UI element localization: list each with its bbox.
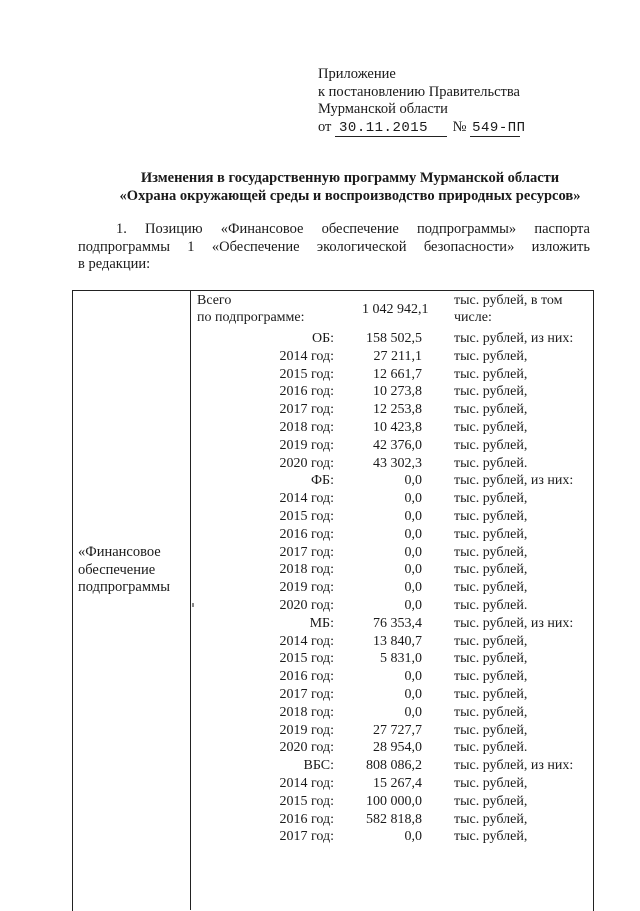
row-unit: тыс. рублей,	[454, 544, 528, 560]
row-label: 2017 год:	[279, 829, 334, 845]
row-unit: тыс. рублей,	[454, 384, 528, 400]
row-label: 2020 год:	[279, 455, 334, 471]
row-label: 2019 год:	[279, 437, 334, 453]
row-label: 2015 год:	[279, 509, 334, 524]
row-unit: тыс. рублей.	[454, 598, 528, 613]
number-label: №	[452, 118, 467, 135]
row-label: 2017 год:	[279, 402, 334, 418]
table-row	[192, 722, 592, 740]
row-value: 12 661,7	[373, 366, 422, 382]
row-label: ОБ:	[311, 331, 334, 346]
table-row	[192, 704, 592, 722]
paragraph-line-2	[78, 239, 590, 257]
table-row	[192, 597, 592, 615]
left-cell-line-2: обеспечение	[78, 561, 156, 578]
table-left-cell	[78, 544, 188, 597]
appendix-line-2: к постановлению Правительства	[318, 83, 520, 100]
table-row	[192, 383, 592, 401]
row-label: 2017 год:	[279, 687, 334, 702]
row-value: 0,0	[404, 526, 422, 542]
row-label: 2019 год:	[279, 722, 334, 738]
row-label: 2017 год:	[279, 544, 334, 560]
row-value: 15 267,4	[373, 776, 422, 791]
table-row	[192, 330, 592, 348]
row-value: 0,0	[404, 562, 422, 578]
row-label: 2014 год:	[279, 633, 334, 649]
row-label: ФБ:	[311, 473, 334, 489]
resolution-date: 30.11.2015	[335, 121, 447, 137]
row-value: 5 831,0	[380, 651, 422, 667]
table-row	[192, 526, 592, 544]
row-label: 2015 год:	[279, 366, 334, 382]
row-value: 582 818,8	[366, 811, 422, 827]
paragraph-word: безопасности»	[423, 238, 515, 255]
row-value: 0,0	[404, 829, 422, 845]
paragraph-line-3: в редакции:	[78, 256, 151, 272]
total-value: 1 042 942,1	[362, 302, 429, 317]
table-row	[192, 455, 592, 473]
table-row	[192, 828, 592, 846]
title-line-2: «Охрана окружающей среды и воспроизводство природных ресурсов»	[119, 187, 581, 204]
paragraph-word: подпрограммы»	[416, 221, 517, 237]
table-row	[192, 686, 592, 704]
row-unit: тыс. рублей,	[454, 348, 528, 364]
row-unit: тыс. рублей,	[454, 402, 528, 418]
row-label: 2014 год:	[279, 491, 334, 507]
row-unit: тыс. рублей,	[454, 526, 528, 542]
row-unit: тыс. рублей, из них:	[454, 758, 574, 774]
row-value: 12 253,8	[373, 402, 422, 418]
row-label: 2016 год:	[279, 384, 334, 400]
appendix-block	[318, 66, 526, 137]
row-unit: тыс. рублей,	[454, 509, 528, 524]
row-label: 2015 год:	[279, 793, 334, 809]
table-row	[192, 490, 592, 508]
resolution-number: 549-ПП	[472, 119, 526, 136]
table-row	[192, 561, 592, 579]
table-row	[192, 811, 592, 829]
paragraph-word: «Обеспечение	[211, 238, 300, 255]
row-value: 0,0	[404, 473, 422, 489]
row-value: 76 353,4	[373, 615, 422, 631]
row-unit: тыс. рублей,	[454, 420, 528, 435]
document-title	[70, 170, 630, 205]
row-unit: тыс. рублей,	[454, 437, 528, 453]
body-paragraph	[78, 221, 590, 274]
row-unit: тыс. рублей,	[454, 580, 528, 596]
row-value: 0,0	[404, 544, 422, 560]
total-unit-line-1: тыс. рублей, в том	[454, 293, 563, 308]
row-unit: тыс. рублей,	[454, 829, 528, 845]
appendix-date-line	[318, 118, 526, 137]
row-value: 43 302,3	[373, 455, 422, 471]
row-unit: тыс. рублей,	[454, 633, 528, 649]
row-label: 2018 год:	[279, 420, 334, 435]
paragraph-word: подпрограммы	[78, 238, 170, 255]
table-row	[192, 668, 592, 686]
row-unit: тыс. рублей,	[454, 687, 528, 702]
row-label: ВБС:	[303, 758, 334, 774]
row-label: 2016 год:	[279, 526, 334, 542]
from-label: от	[318, 118, 332, 135]
table-row	[192, 348, 592, 366]
table-row	[192, 401, 592, 419]
row-value: 100 000,0	[366, 793, 422, 809]
table-row	[192, 650, 592, 668]
paragraph-word: изложить	[531, 238, 590, 255]
row-label: 2018 год:	[279, 704, 334, 720]
row-label: 2020 год:	[279, 598, 334, 613]
table-row	[192, 793, 592, 811]
total-unit-line-2: числе:	[454, 310, 492, 325]
paragraph-line-1	[78, 221, 590, 239]
row-unit: тыс. рублей,	[454, 491, 528, 507]
row-unit: тыс. рублей, из них:	[454, 473, 574, 489]
table-row	[192, 437, 592, 455]
row-unit: тыс. рублей,	[454, 793, 528, 809]
paragraph-word: обеспечение	[321, 221, 399, 237]
left-cell-line-1: «Финансовое	[78, 544, 161, 560]
row-unit: тыс. рублей,	[454, 811, 528, 827]
row-value: 13 840,7	[373, 633, 422, 649]
row-value: 0,0	[404, 598, 422, 613]
row-value: 0,0	[404, 669, 422, 685]
row-value: 0,0	[404, 704, 422, 720]
row-value: 27 727,7	[373, 722, 422, 738]
left-cell-line-3: подпрограммы	[78, 579, 170, 595]
table-row	[192, 508, 592, 526]
paragraph-word: Позицию	[145, 221, 203, 237]
row-label: 2016 год:	[279, 669, 334, 685]
table-row	[192, 579, 592, 597]
paragraph-word: «Финансовое	[220, 221, 304, 237]
row-value: 0,0	[404, 687, 422, 702]
table-row	[192, 544, 592, 562]
row-value: 0,0	[404, 580, 422, 596]
row-value: 28 954,0	[373, 740, 422, 756]
paragraph-word: 1.	[116, 221, 127, 237]
row-value: 10 273,8	[373, 384, 422, 400]
table-row	[192, 472, 592, 490]
total-label-line-2: по подпрограмме:	[197, 310, 305, 325]
row-unit: тыс. рублей, из них:	[454, 615, 574, 631]
table-row	[192, 775, 592, 793]
row-value: 42 376,0	[373, 437, 422, 453]
scan-speck	[192, 603, 194, 607]
row-label: 2014 год:	[279, 348, 334, 364]
table-row	[192, 419, 592, 437]
table-row	[192, 739, 592, 757]
row-value: 10 423,8	[373, 420, 422, 435]
row-label: 2015 год:	[279, 651, 334, 667]
title-line-1: Изменения в государственную программу Мурманской области	[140, 170, 560, 186]
row-label: МБ:	[309, 615, 334, 631]
appendix-line-3: Мурманской области	[318, 101, 448, 117]
row-unit: тыс. рублей,	[454, 562, 528, 578]
row-unit: тыс. рублей,	[454, 366, 528, 382]
row-unit: тыс. рублей,	[454, 669, 528, 685]
row-unit: тыс. рублей.	[454, 740, 528, 756]
row-label: 2016 год:	[279, 811, 334, 827]
paragraph-word: паспорта	[534, 221, 590, 237]
row-unit: тыс. рублей,	[454, 776, 528, 791]
appendix-line-1: Приложение	[318, 66, 396, 82]
row-value: 0,0	[404, 509, 422, 524]
row-unit: тыс. рублей,	[454, 722, 528, 738]
table-column-divider	[190, 290, 191, 910]
paragraph-word: экологической	[316, 238, 407, 255]
row-value: 808 086,2	[366, 758, 422, 774]
row-unit: тыс. рублей.	[454, 455, 528, 471]
row-unit: тыс. рублей,	[454, 704, 528, 720]
row-label: 2014 год:	[279, 776, 334, 791]
table-row	[192, 757, 592, 775]
row-value: 0,0	[404, 491, 422, 507]
table-row	[192, 633, 592, 651]
table-row	[192, 366, 592, 384]
row-value: 27 211,1	[373, 348, 422, 364]
row-label: 2020 год:	[279, 740, 334, 756]
row-label: 2018 год:	[279, 562, 334, 578]
row-unit: тыс. рублей,	[454, 651, 528, 667]
row-unit: тыс. рублей, из них:	[454, 331, 574, 346]
row-label: 2019 год:	[279, 580, 334, 596]
row-value: 158 502,5	[366, 331, 422, 346]
paragraph-word: 1	[187, 238, 195, 255]
total-label-line-1: Всего	[197, 293, 232, 308]
table-row	[192, 615, 592, 633]
